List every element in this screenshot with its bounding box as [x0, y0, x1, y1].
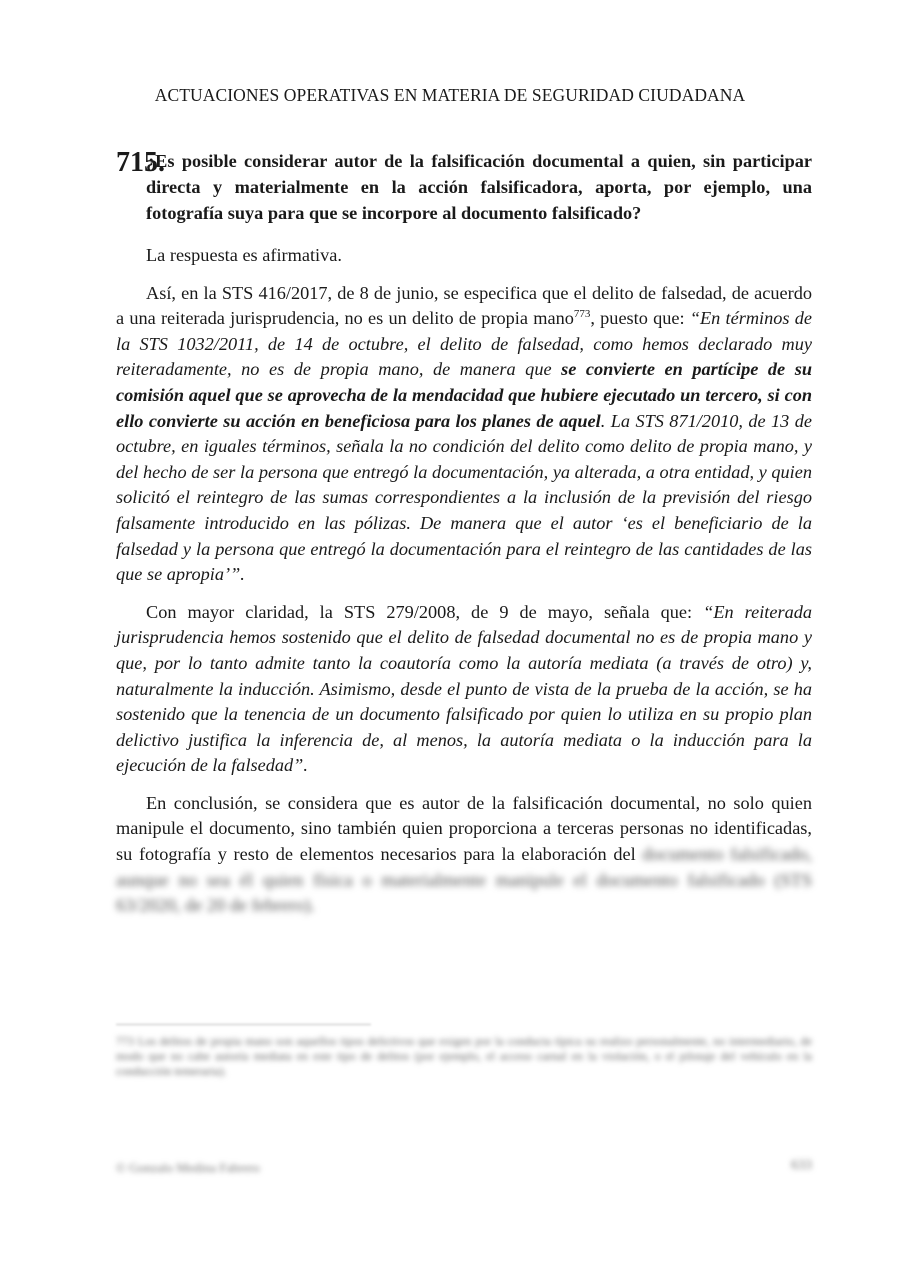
p2-intro: Con mayor claridad, la STS 279/2008, de 9 de mayo, señala que:: [146, 601, 704, 622]
running-header: [0, 85, 900, 106]
footer-author: © Gonzalo Medina Fabrero: [116, 1160, 260, 1175]
p1-quote-bold: se convierte en partícipe de su comisión aquel que se aprovecha de la mendacidad que hubiere ejecutado un tercero, si con ello convierte su acción en beneficiosa para los planes de aquel: [116, 359, 813, 431]
footnote-separator: [116, 1024, 371, 1025]
answer-paragraph: La respuesta es afirmativa.: [146, 245, 342, 265]
p1-after-ref: , puesto que:: [590, 308, 690, 329]
running-title: ACTUACIONES OPERATIVAS EN MATERIA DE SEGURIDAD CIUDADANA: [154, 85, 746, 105]
question-text: ¿Es posible considerar autor de la falsificación documental a quien, sin participar directa y materialmente en la acción falsificadora, aporta, por ejemplo, una fotografía suya para que se incorpore al documento falsificado?: [146, 151, 812, 223]
p3-visible: En conclusión, se considera que es autor de la falsificación documental, no solo quien manipule el documento, sino también quien proporciona a terceras personas no identificadas, su fotografía y resto de elementos necesarios para la elaboración del: [116, 792, 812, 865]
p2-quote: “En reiterada jurisprudencia hemos sostenido que el delito de falsedad documental no es de propia mano y que, por lo tanto admite tanto la coautoría como la autoría mediata (a través de otro) y, naturalmente la inducción. Asimismo, desde el punto de vista de la prueba de la acción, se ha sostenido que la tenencia de un documento falsificado por quien lo utiliza en su propio plan delictivo justifica la inferencia de, al menos, la autoría mediata o la inducción para la ejecución de la falsedad”.: [116, 601, 813, 776]
question-number: 715.: [116, 147, 165, 178]
body-text: [116, 243, 812, 931]
paragraph-sts-279-2008: [116, 600, 812, 779]
footnote-text: 773 Los delitos de propia mano son aquellos tipos delictivos que exigen por la conducta típica su realizo personalmente, no intermediario, de modo que no cabe autoría mediata en este tipo de delitos (por ejemplo, el acceso carnal en la violación, o el pilotaje del vehículo en la conducción temeraria).: [116, 1034, 812, 1078]
p1-intro: Así, en la STS 416/2017, de 8 de junio, se especifica que el delito de falsedad, de acuerdo a una reiterada jurisprudencia, no es un delito de propia mano: [116, 282, 812, 329]
p3-blurred: documento falsificado, aunque no sea él quien física o materialmente manipule el documento falsificado (STS 63/2020, de 20 de febrero).: [116, 844, 813, 916]
question-block: [116, 148, 812, 226]
paragraph-conclusion: [116, 791, 812, 919]
paragraph-sts-416-2017: [116, 281, 812, 588]
page-number: 633: [791, 1158, 812, 1173]
p1-quote-a: “En términos de la STS 1032/2011, de 14 de octubre, el delito de falsedad, como hemos declarado muy reiteradamente, no es de propia mano, de manera que: [116, 308, 812, 380]
footnote-reference[interactable]: 773: [573, 308, 591, 321]
p1-quote-b: . La STS 871/2010, de 13 de octubre, en iguales términos, señala la no condición del delito como delito de propia mano, y del hecho de ser la persona que entregó la documentación, ya alterada, a otra entidad, y quien solicitó el reintegro de las sumas correspondientes a la inclusión de la previsión del riesgo falsamente introducido en las pólizas. De manera que el autor ‘es el beneficiario de la falsedad y la persona que entregó la documentación para el reintegro de las cantidades de las que se apropia’”.: [116, 410, 812, 585]
